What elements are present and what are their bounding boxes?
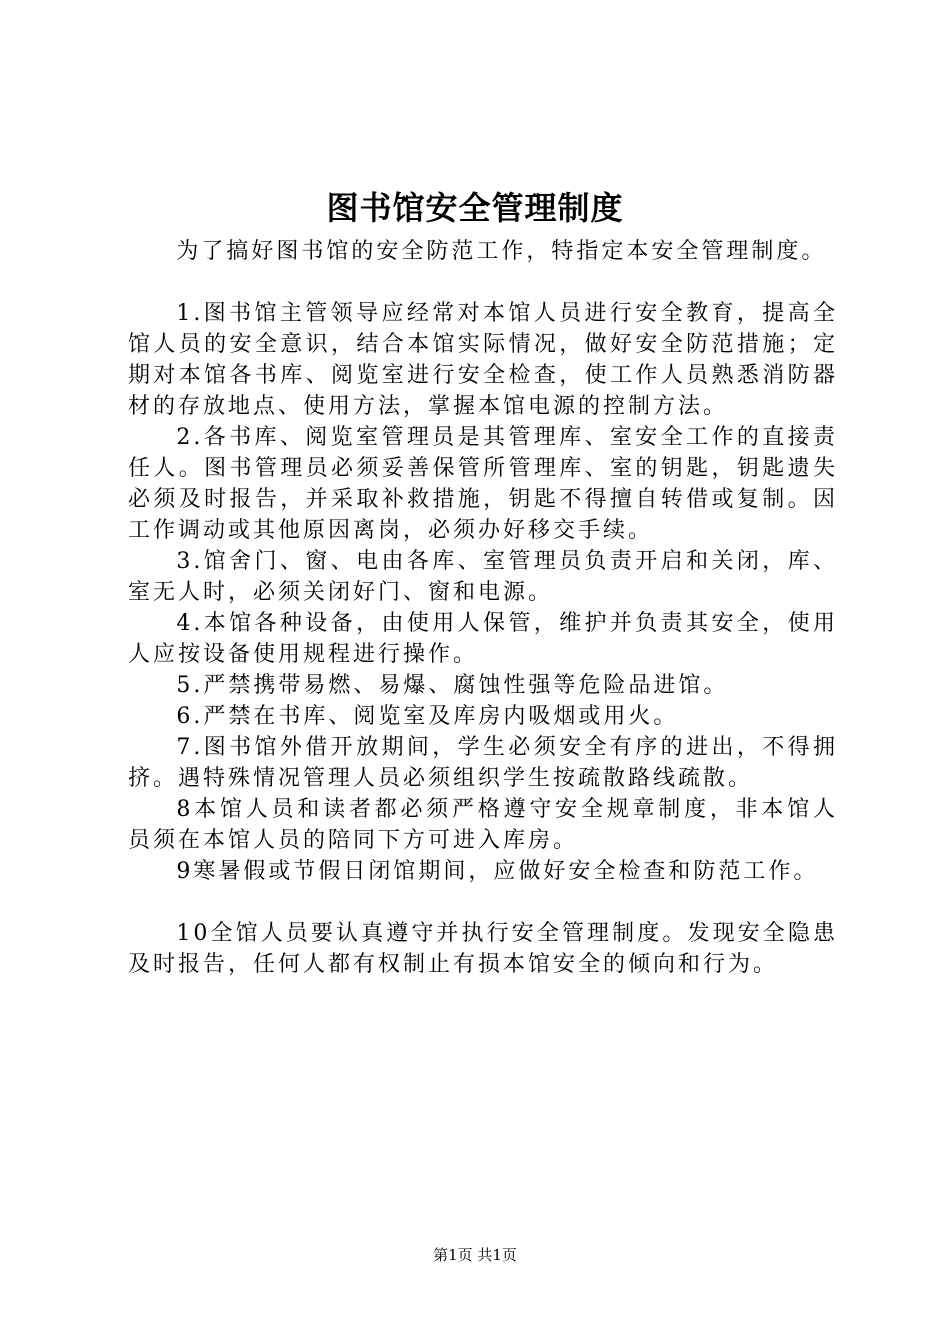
rule-item-2: 2.各书库、阅览室管理员是其管理库、室安全工作的直接责任人。图书管理员必须妥善保管所管理库、室的钥匙，钥匙遗失必须及时报告，并采取补救措施，钥匙不得擅自转借或复制。因工作调动或其他原因离岗，必须办好移交手续。: [128, 425, 838, 543]
page-title: 图书馆安全管理制度: [326, 189, 624, 227]
rule-item-7: 7.图书馆外借开放期间，学生必须安全有序的进出，不得拥挤。遇特殊情况管理人员必须组织学生按疏散路线疏散。: [128, 735, 838, 791]
rule-item-4: 4.本馆各种设备，由使用人保管，维护并负责其安全，使用人应按设备使用规程进行操作。: [128, 611, 838, 667]
paragraph-gap: [128, 267, 838, 298]
rule-item-8: 8本馆人员和读者都必须严格遵守安全规章制度，非本馆人员须在本馆人员的陪同下方可进入库房。: [128, 797, 838, 853]
rule-item-10: 10全馆人员要认真遵守并执行安全管理制度。发现安全隐患及时报告，任何人都有权制止有损本馆安全的倾向和行为。: [128, 921, 838, 977]
rule-item-9: 9寒暑假或节假日闭馆期间，应做好安全检查和防范工作。: [176, 859, 819, 884]
rule-item-6: 6.严禁在书库、阅览室及库房内吸烟或用火。: [176, 704, 679, 729]
rule-item-5: 5.严禁携带易燃、易爆、腐蚀性强等危险品进馆。: [176, 673, 729, 698]
rule-item-3: 3.馆舍门、窗、电由各库、室管理员负责开启和关闭，库、室无人时，必须关闭好门、窗和电源。: [128, 549, 838, 605]
page-number-footer: 第1页 共1页: [433, 1246, 517, 1264]
paragraph-gap: [128, 887, 838, 918]
intro-paragraph: 为了搞好图书馆的安全防范工作，特指定本安全管理制度。: [176, 239, 827, 264]
rule-item-1: 1.图书馆主管领导应经常对本馆人员进行安全教育，提高全馆人员的安全意识，结合本馆实际情况，做好安全防范措施；定期对本馆各书库、阅览室进行安全检查，使工作人员熟悉消防器材的存放地点、使用方法，掌握本馆电源的控制方法。: [128, 301, 838, 419]
document-body: [128, 236, 838, 980]
